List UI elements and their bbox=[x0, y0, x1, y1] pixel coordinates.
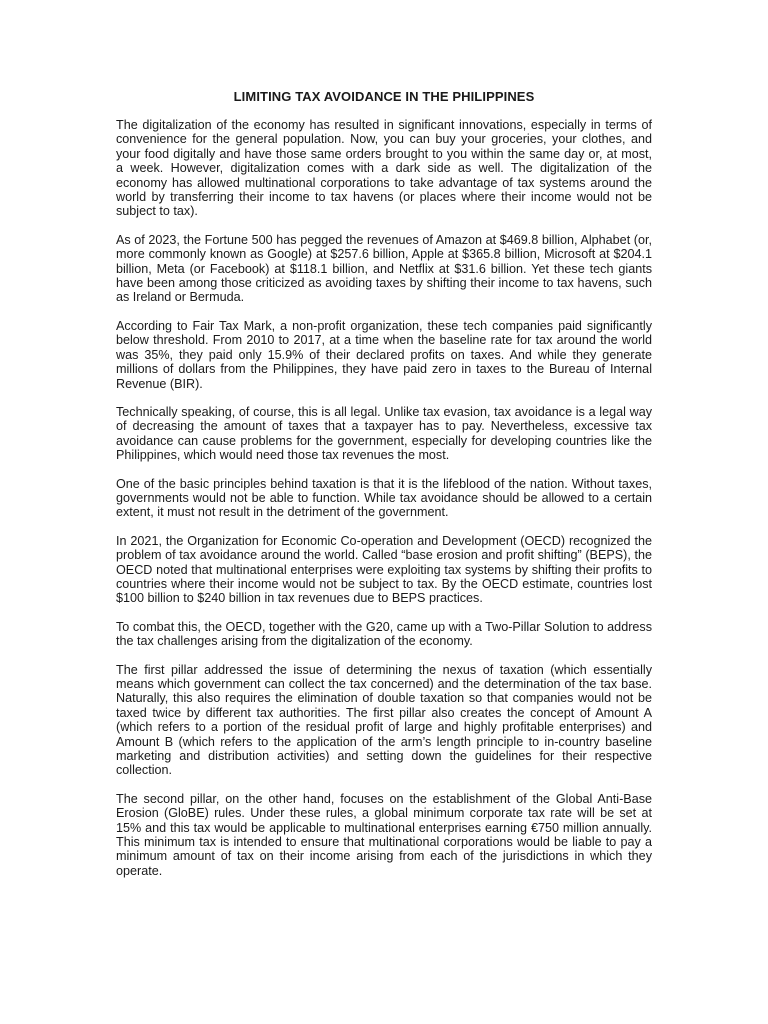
paragraph-digitalization: The digitalization of the economy has resulted in significant innovations, especially in terms of convenience for the general population. Now, you can buy your groceries, your clothes, and your food digitally and have those same orders brought to you within the same day or, at most, a week. However, digitalization comes with a dark side as well. The digitalization of the economy has allowed multinational corporations to take advantage of tax systems around the world by transferring their income to tax havens (or places where their income would not be subject to tax). bbox=[116, 118, 652, 219]
paragraph-two-pillar: To combat this, the OECD, together with the G20, came up with a Two-Pillar Solution to address the tax challenges arising from the digitalization of the economy. bbox=[116, 619, 652, 649]
paragraph-second-pillar: The second pillar, on the other hand, focuses on the establishment of the Global Anti-Base Erosion (GloBE) rules. Under these rules, a global minimum corporate tax rate will be set at 15% and this tax would be applicable to multinational enterprises earning €750 million annually. This minimum tax is intended to ensure that multinational corporations would be liable to pay a minimum amount of tax on their income arising from each of the jurisdictions in which they operate. bbox=[116, 791, 652, 878]
document-title: LIMITING TAX AVOIDANCE IN THE PHILIPPINES bbox=[233, 89, 535, 104]
document-body bbox=[116, 118, 652, 892]
paragraph-fair-tax-mark: According to Fair Tax Mark, a non-profit organization, these tech companies paid significantly below threshold. From 2010 to 2017, at a time when the baseline rate for tax around the world was 35%, they paid only 15.9% of their declared profits on taxes. And while they generate millions of dollars from the Philippines, they have paid zero in taxes to the Bureau of Internal Revenue (BIR). bbox=[116, 318, 652, 391]
paragraph-legality: Technically speaking, of course, this is all legal. Unlike tax evasion, tax avoidance is a legal way of decreasing the amount of taxes that a taxpayer has to pay. Nevertheless, excessive tax avoidance can cause problems for the government, especially for developing countries like the Philippines, which would need those tax revenues the most. bbox=[116, 404, 652, 463]
paragraph-first-pillar: The first pillar addressed the issue of determining the nexus of taxation (which essentially means which government can collect the tax concerned) and the determination of the tax base. Naturally, this also requires the elimination of double taxation so that companies would not be taxed twice by different tax authorities. The first pillar also creates the concept of Amount A (which refers to a portion of the residual profit of large and highly profitable enterprises) and Amount B (which refers to the application of the arm’s length principle to in-country baseline marketing and distribution activities) and setting down the guidelines for their respective collection. bbox=[116, 662, 652, 778]
paragraph-tech-revenues: As of 2023, the Fortune 500 has pegged the revenues of Amazon at $469.8 billion, Alphabet (or, more commonly known as Google) at $257.6 billion, Apple at $365.8 billion, Microsoft at $204.1 billion, Meta (or Facebook) at $118.1 billion, and Netflix at $31.6 billion. Yet these tech giants have been among those criticized as avoiding taxes by shifting their income to tax havens, such as Ireland or Bermuda. bbox=[116, 232, 652, 305]
paragraph-lifeblood: One of the basic principles behind taxation is that it is the lifeblood of the nation. Without taxes, governments would not be able to function. While tax avoidance should be allowed to a certain extent, it must not result in the detriment of the government. bbox=[116, 476, 652, 520]
paragraph-oecd-beps: In 2021, the Organization for Economic Co-operation and Development (OECD) recognized the problem of tax avoidance around the world. Called “base erosion and profit shifting” (BEPS), the OECD noted that multinational enterprises were exploiting tax systems by shifting their profits to countries where their income would not be subject to tax. By the OECD estimate, countries lost $100 billion to $240 billion in tax revenues due to BEPS practices. bbox=[116, 533, 652, 606]
